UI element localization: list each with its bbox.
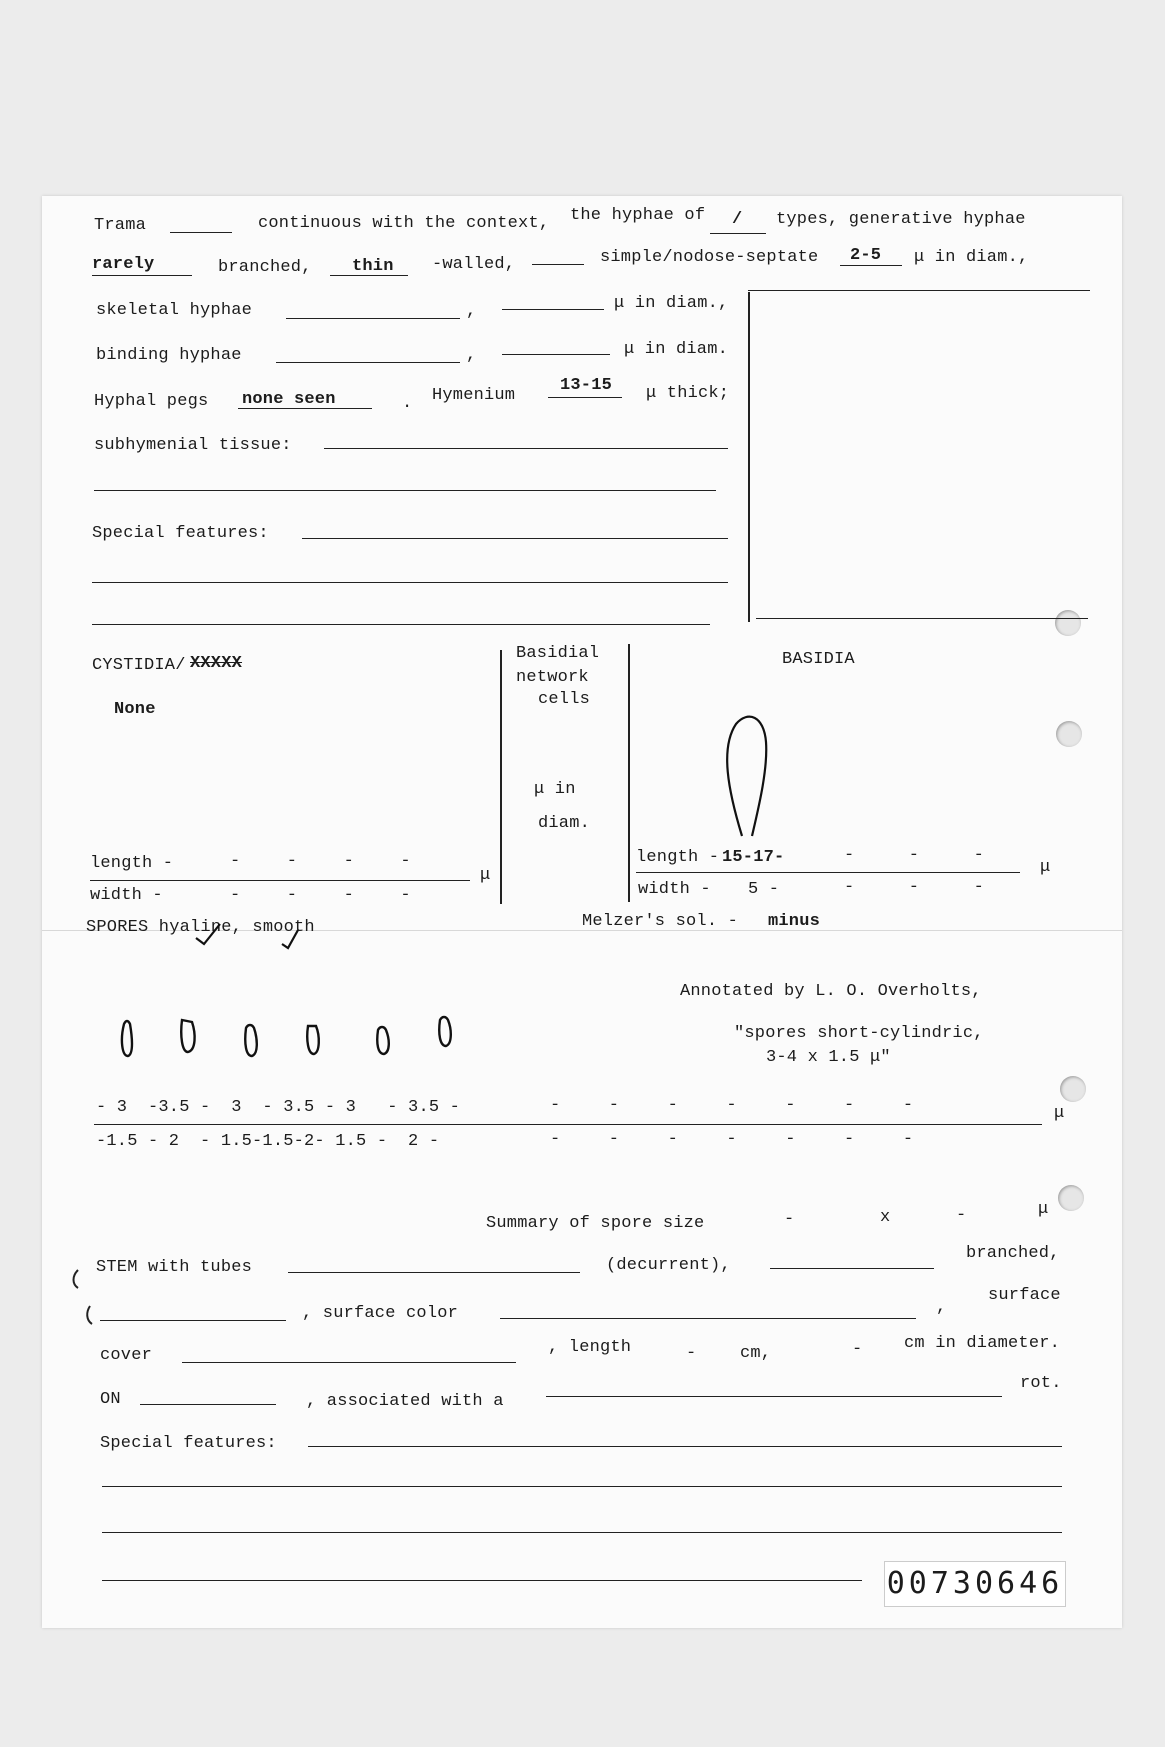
basidia-unit: μ <box>1040 858 1051 877</box>
basidium-sketch <box>727 717 766 836</box>
on-label: ON <box>100 1390 121 1409</box>
spore-sketches <box>122 1017 451 1056</box>
spore-sketch <box>181 1020 194 1052</box>
skeletal-unit: μ in diam., <box>614 294 729 313</box>
walled-label: -walled, <box>432 255 516 274</box>
spore-length-dashes: - - - - - - - <box>550 1096 914 1115</box>
hyphal-pegs-value: none seen <box>242 390 336 409</box>
basidial-cells-unit2: diam. <box>538 814 591 833</box>
basidia-length-label: length - <box>636 848 720 867</box>
cystidia-length-dashes: - - - - <box>230 852 411 871</box>
stem-decurrent: (decurrent), <box>606 1256 731 1275</box>
bracket-mark <box>87 1306 92 1324</box>
basidia-width-dashes: - - - <box>844 878 985 897</box>
basidia-width-value: 5 - <box>748 880 780 899</box>
spores-label: SPORES hyaline, smooth <box>86 918 315 937</box>
special-features-2-label: Special features: <box>100 1434 277 1453</box>
stem-label: STEM with tubes <box>96 1258 253 1277</box>
basidial-cells-unit1: μ in <box>534 780 576 799</box>
on-associated: , associated with a <box>306 1392 504 1411</box>
branched-label: branched, <box>218 258 312 277</box>
stem-surface: surface <box>988 1286 1061 1305</box>
trama-types-label: types, generative hyphae <box>776 210 1026 229</box>
spore-width-row: -1.5 - 2 - 1.5-1.5-2- 1.5 - 2 - <box>96 1132 440 1151</box>
basidial-cells-line3: cells <box>538 690 591 709</box>
stem-cm: cm, <box>740 1344 772 1363</box>
spore-sketch <box>245 1025 257 1056</box>
binding-label: binding hyphae <box>96 346 242 365</box>
stem-diameter: cm in diameter. <box>904 1334 1061 1353</box>
spore-width-dashes: - - - - - - - <box>550 1130 914 1149</box>
spore-length-row: - 3 -3.5 - 3 - 3.5 - 3 - 3.5 - <box>96 1098 461 1117</box>
trama-continuous: continuous with the context, <box>258 214 550 233</box>
special-features-label: Special features: <box>92 524 269 543</box>
spore-sketch <box>377 1027 389 1054</box>
binding-unit: μ in diam. <box>624 340 729 359</box>
skeletal-comma: , <box>466 302 477 321</box>
stem-cover: cover <box>100 1346 153 1365</box>
stem-length: , length <box>548 1338 632 1357</box>
subhymenial-label: subhymenial tissue: <box>94 436 292 455</box>
stem-dash2: - <box>852 1340 863 1359</box>
check-mark <box>196 924 220 944</box>
spore-unit: μ <box>1054 1104 1065 1123</box>
basidia-length-dashes: - - - <box>844 846 985 865</box>
basidial-cells-line2: network <box>516 668 589 687</box>
basidial-cells-line1: Basidial <box>516 644 600 663</box>
cystidia-label: CYSTIDIA/ <box>92 656 186 675</box>
check-mark <box>282 930 298 948</box>
spore-sketch <box>307 1026 319 1054</box>
stem-surface-color: , surface color <box>302 1304 459 1323</box>
on-rot: rot. <box>1020 1374 1062 1393</box>
melzer-label: Melzer's sol. - <box>582 912 739 931</box>
septate-diam-unit: μ in diam., <box>914 248 1029 267</box>
hymenium-unit: μ thick; <box>646 384 730 403</box>
cystidia-struck: XXXXX <box>190 654 243 673</box>
trama-types-value: / <box>732 210 743 229</box>
basidia-length-value: 15-17- <box>722 848 785 867</box>
spore-summary-sep2: - <box>956 1206 967 1225</box>
cystidia-width-label: width - <box>90 886 163 905</box>
spore-summary-unit: μ <box>1038 1200 1049 1219</box>
spore-summary-label: Summary of spore size <box>486 1214 705 1233</box>
septate-diam-value: 2-5 <box>850 246 882 265</box>
spore-sketch <box>122 1021 132 1056</box>
spore-summary-x: x <box>880 1208 891 1227</box>
annotation-line1: Annotated by L. O. Overholts, <box>680 982 982 1001</box>
binding-comma: , <box>466 346 477 365</box>
hymenium-label: Hymenium <box>432 386 516 405</box>
branching-value: rarely <box>92 255 155 274</box>
stem-surface-comma: , <box>936 1298 947 1317</box>
spore-sketch <box>439 1017 451 1046</box>
cystidia-width-dashes: - - - - <box>230 886 411 905</box>
stem-dash1: - <box>686 1344 697 1363</box>
cystidia-length-label: length - <box>90 854 174 873</box>
trama-label: Trama <box>94 216 147 235</box>
annotation-line3: 3-4 x 1.5 μ" <box>766 1048 891 1067</box>
stem-branched: branched, <box>966 1244 1060 1263</box>
hyphal-pegs-label: Hyphal pegs <box>94 392 209 411</box>
catalog-number: 00730646 <box>886 1566 1064 1601</box>
septate-label: simple/nodose-septate <box>600 248 819 267</box>
trama-hyphae-of: the hyphae of <box>570 206 706 225</box>
basidia-label: BASIDIA <box>782 650 855 669</box>
cystidia-unit: μ <box>480 866 491 885</box>
skeletal-label: skeletal hyphae <box>96 301 253 320</box>
annotation-line2: "spores short-cylindric, <box>734 1024 984 1043</box>
catalog-number-label <box>884 1561 1066 1607</box>
basidia-width-label: width - <box>638 880 711 899</box>
spore-summary-sep1: - <box>784 1210 795 1229</box>
period: . <box>402 394 413 413</box>
hymenium-value: 13-15 <box>560 376 613 395</box>
bracket-mark <box>74 1270 79 1288</box>
wall-value: thin <box>352 257 394 276</box>
cystidia-value: None <box>114 700 156 719</box>
melzer-value: minus <box>768 912 821 931</box>
